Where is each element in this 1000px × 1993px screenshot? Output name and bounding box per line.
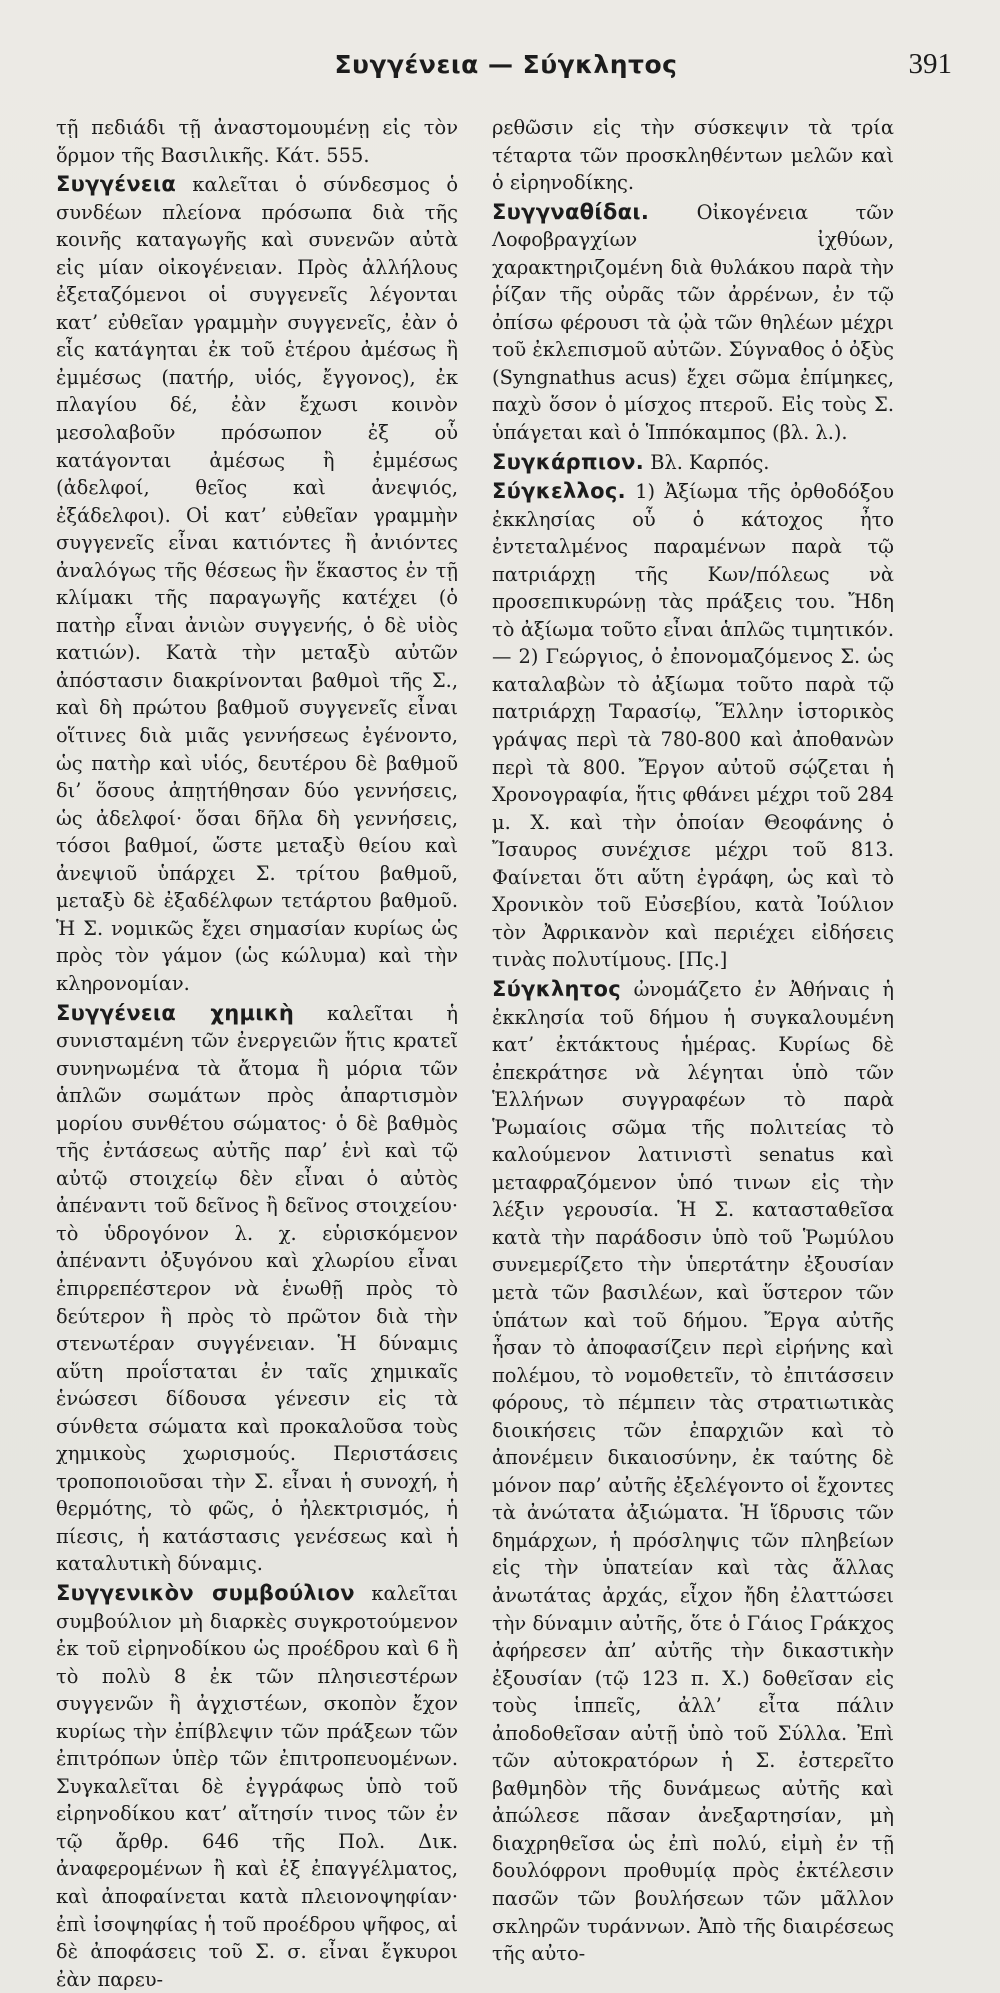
entry-continuation: ρεθῶσιν εἰς τὴν σύσκεψιν τὰ τρία τέταρτα τῶν προσκληθέντων μελῶν καὶ ὁ εἰρηνοδίκης. — [492, 116, 894, 195]
dictionary-entry — [56, 171, 458, 997]
page-number: 391 — [908, 48, 952, 80]
entry-headword: Συγγένεια — [56, 172, 177, 197]
page-header — [56, 44, 956, 90]
dictionary-entry — [492, 449, 894, 477]
entry-text: καλεῖται συμβούλιον μὴ διαρκὲς συγκροτούμενον ἐκ τοῦ εἰρηνοδίκου ὡς προέδρου καὶ 6 ἢ τὸ πολὺ 8 ἐκ τῶν πλησιεστέρων συγγενῶν ἢ ἀγχιστέων, σκοπὸν ἔχον κυρίως τὴν ἐπίβλεψιν τῶν πράξεων τῶν ἐπιτρόπων ὑπὲρ τῶν ἐπιτροπευομένων. Συγκαλεῖται δὲ ἐγγράφως ὑπὸ τοῦ εἰρηνοδίκου κατ’ αἴτησίν τινος τῶν ἐν τῷ ἄρθρ. 646 τῆς Πολ. Δικ. ἀναφερομένων ἢ καὶ ἐξ ἐπαγγέλματος, καὶ ἀποφαίνεται κατὰ πλειονοψηφίαν· ἐπὶ ἰσοψηφίας ἡ τοῦ προέδρου ψῆφος, αἱ δὲ ἀποφάσεις τοῦ Σ. σ. εἶναι ἔγκυροι ἐὰν παρευ- — [56, 1581, 458, 1991]
dictionary-entry — [492, 478, 894, 974]
entry-text: Οἰκογένεια τῶν Λοφοβραγχίων ἰχθύων, χαρακτηριζομένη διὰ θυλάκου παρὰ τὴν ῥίζαν τῆς οὐρᾶς τῶν ἀρρένων, ἐν τῷ ὀπίσω φέρουσι τὰ ᾠὰ τῶν θηλέων μέχρι τοῦ ἐκλεπισμοῦ αὐτῶν. Σύγναθος ὁ ὀξὺς (Syngnathus acus) ἔχει σῶμα ἐπίμηκες, παχὺ ὅσον ὁ μίσχος πτεροῦ. Εἰς τοὺς Σ. ὑπάγεται καὶ ὁ Ἱππόκαμπος (βλ. λ.). — [492, 200, 894, 445]
running-head: Συγγένεια — Σύγκλητος — [334, 50, 678, 79]
dictionary-entry — [492, 976, 894, 1968]
entry-headword: Σύγκλητος — [492, 976, 621, 1001]
entry-continuation: τῇ πεδιάδι τῇ ἀναστομουμένῃ εἰς τὸν ὅρμον τῆς Βασιλικῆς. Κάτ. 555. — [56, 116, 458, 167]
entry-text: 1) Ἀξίωμα τῆς ὀρθοδόξου ἐκκλησίας οὗ ὁ κάτοχος ἦτο ἐντεταλμένος παραμένων παρὰ τῷ πατριάρχῃ τῆς Κων/πόλεως νὰ προσεπικυρώνῃ τὰς πράξεις του. Ἤδη τὸ ἀξίωμα τοῦτο εἶναι ἁπλῶς τιμητικόν. — 2) Γεώργιος, ὁ ἐπονομαζόμενος Σ. ὡς καταλαβὼν τὸ ἀξίωμα τοῦτο παρὰ τῷ πατριάρχῃ Ταρασίῳ, Ἕλλην ἱστορικὸς γράψας περὶ τὰ 780-800 καὶ ἀποθανὼν περὶ τὰ 800. Ἔργον αὐτοῦ σῴζεται ἡ Χρονογραφία, ἥτις φθάνει μέχρι τοῦ 284 μ. Χ. καὶ τὴν ὁποίαν Θεοφάνης ὁ Ἴσαυρος συνέχισε μέχρι τοῦ 813. Φαίνεται ὅτι αὕτη ἐγράφη, ὡς καὶ τὸ Χρονικὸν τοῦ Εὐσεβίου, κατὰ Ἰούλιον τὸν Ἀφρικανὸν καὶ περιέχει εἰδήσεις τινὰς πολυτίμους. [Πς.] — [492, 480, 894, 972]
entry-headword: Συγγενικὸν συμβούλιον — [56, 1580, 355, 1605]
entry-headword: Σύγκελλος. — [492, 479, 626, 504]
right-column — [492, 114, 894, 1993]
dictionary-entry — [492, 199, 894, 447]
left-column — [56, 114, 458, 1993]
entry-text: Βλ. Καρπός. — [650, 450, 770, 474]
entry-headword: Συγγένεια χημικὴ — [56, 1000, 295, 1025]
entry-headword: Συγγναθίδαι. — [492, 199, 650, 224]
dictionary-entry — [56, 1580, 458, 1993]
text-columns — [56, 114, 956, 1993]
entry-headword: Συγκάρπιον. — [492, 449, 645, 474]
entry-text: καλεῖται ἡ συνισταμένη τῶν ἐνεργειῶν ἥτις κρατεῖ συνηνωμένα τὰ ἄτομα ἢ μόρια τῶν ἁπλῶν σωμάτων πρὸς ἀπαρτισμὸν μορίου συνθέτου σώματος· ὁ δὲ βαθμὸς τῆς ἐντάσεως αὐτῆς παρ’ ἑνὶ καὶ τῷ αὐτῷ στοιχείῳ δὲν εἶναι ὁ αὐτὸς ἀπέναντι τοῦ δεῖνος ἢ δεῖνος στοιχείου· τὸ ὑδρογόνον λ. χ. εὑρισκόμενον ἀπέναντι ὀξυγόνου καὶ χλωρίου εἶναι ἐπιρρεπέστερον νὰ ἑνωθῇ πρὸς τὸ δεύτερον ἢ πρὸς τὸ πρῶτον διὰ τὴν στενωτέραν συγγένειαν. Ἡ δύναμις αὕτη προΐσταται ἐν ταῖς χημικαῖς ἑνώσεσι δίδουσα γένεσιν εἰς τὰ σύνθετα σώματα καὶ προκαλοῦσα τοὺς χημικοὺς χωρισμούς. Περιστάσεις τροποποιοῦσαι τὴν Σ. εἶναι ἡ συνοχή, ἡ θερμότης, τὸ φῶς, ὁ ἠλεκτρισμός, ἡ πίεσις, ἡ κατάστασις γενέσεως καὶ ἡ καταλυτικὴ δύναμις. — [56, 1001, 458, 1576]
dictionary-entry — [56, 1000, 458, 1578]
entry-text: ὠνομάζετο ἐν Ἀθήναις ἡ ἐκκλησία τοῦ δήμου ἡ συγκαλουμένη κατ’ ἐκτάκτους ἡμέρας. Κυρίως δὲ ἐπεκράτησε νὰ λέγηται ὑπὸ τῶν Ἑλλήνων συγγραφέων τὸ παρὰ Ῥωμαίοις σῶμα τῆς πολιτείας τὸ καλούμενον λατινιστὶ senatus καὶ μεταφραζόμενον ὑπό τινων εἰς τὴν λέξιν γερουσία. Ἡ Σ. κατασταθεῖσα κατὰ τὴν παράδοσιν ὑπὸ τοῦ Ῥωμύλου συνεμερίζετο τὴν ὑπερτάτην ἐξουσίαν μετὰ τῶν βασιλέων, καὶ ὕστερον τῶν ὑπάτων καὶ τοῦ δήμου. Ἔργα αὐτῆς ἦσαν τὸ ἀποφασίζειν περὶ εἰρήνης καὶ πολέμου, τὸ νομοθετεῖν, τὸ ἐπιτάσσειν φόρους, τὸ πέμπειν τὰς στρατιωτικὰς διοικήσεις τῶν ἐπαρχιῶν καὶ τὸ ἀπονέμειν δικαιοσύνην, ἐκ ταύτης δὲ μόνον παρ’ αὐτῆς ἐξελέγοντο οἱ ἔχοντες τὰ ἀνώτατα ἀξιώματα. Ἡ ἵδρυσις τῶν δημάρχων, ἡ πρόσληψις τῶν πληβείων εἰς τὴν ὑπατείαν καὶ τὰς ἄλλας ἀνωτάτας ἀρχάς, εἶχον ἤδη ἐλαττώσει τὴν δύναμιν αὐτῆς, ὅτε ὁ Γάιος Γράκχος ἀφήρεσεν ἀπ’ αὐτῆς τὴν δικαστικὴν ἐξουσίαν (τῷ 123 π. Χ.) δοθεῖσαν εἰς τοὺς ἱππεῖς, ἀλλ’ εἶτα πάλιν ἀποδοθεῖσαν αὐτῇ ὑπὸ τοῦ Σύλλα. Ἐπὶ τῶν αὐτοκρατόρων ἡ Σ. ἐστερεῖτο βαθμηδὸν τῆς δυνάμεως αὐτῆς καὶ ἀπώλεσε πᾶσαν ἀνεξαρτησίαν, μὴ διαχρηθεῖσα ὡς ἐπὶ πολύ, εἰμὴ ἐν τῇ δουλόφρονι προθυμίᾳ πρὸς ἐκτέλεσιν πασῶν τῶν βουλήσεων τῶν μᾶλλον σκληρῶν τυράννων. Ἀπὸ τῆς διαιρέσεως τῆς αὐτο- — [492, 977, 894, 1966]
entry-text: καλεῖται ὁ σύνδεσμος ὁ συνδέων πλείονα πρόσωπα διὰ τῆς κοινῆς καταγωγῆς καὶ συνενῶν αὐτὰ εἰς μίαν οἰκογένειαν. Πρὸς ἀλλήλους ἐξεταζόμενοι οἱ συγγενεῖς λέγονται κατ’ εὐθεῖαν γραμμὴν συγγενεῖς, ἐὰν ὁ εἷς κατάγηται ἐκ τοῦ ἑτέρου ἀμέσως ἢ ἐμμέσως (πατήρ, υἱός, ἔγγονος), ἐκ πλαγίου δέ, ἐὰν ἔχωσι κοινὸν μεσολαβοῦν πρόσωπον ἐξ οὗ κατάγονται ἀμέσως ἢ ἐμμέσως (ἀδελφοί, θεῖος καὶ ἀνεψιός, ἐξάδελφοι). Οἱ κατ’ εὐθεῖαν γραμμὴν συγγενεῖς εἶναι κατιόντες ἢ ἀνιόντες ἀναλόγως τῆς θέσεως ἣν ἕκαστος ἐν τῇ κλίμακι τῆς παραγωγῆς κατέχει (ὁ πατὴρ εἶναι ἀνιὼν συγγενής, ὁ δὲ υἱὸς κατιών). Κατὰ τὴν μεταξὺ αὐτῶν ἀπόστασιν διακρίνονται βαθμοὶ τῆς Σ., καὶ δὴ πρώτου βαθμοῦ συγγενεῖς εἶναι οἵτινες διὰ μιᾶς γεννήσεως ἐγένοντο, ὡς πατὴρ καὶ υἱός, δευτέρου δὲ βαθμοῦ δι’ ὅσους ἀπῃτήθησαν δύο γεννήσεις, ὡς ἀδελφοί· ὅσαι δῆλα δὴ γεννήσεις, τόσοι βαθμοί, ὥστε μεταξὺ θείου καὶ ἀνεψιοῦ ὑπάρχει Σ. τρίτου βαθμοῦ, μεταξὺ δὲ ἐξαδέλφων τετάρτου βαθμοῦ. Ἡ Σ. νομικῶς ἔχει σημασίαν κυρίως ὡς πρὸς τὸν γάμον (ὡς κώλυμα) καὶ τὴν κληρονομίαν. — [56, 173, 458, 995]
